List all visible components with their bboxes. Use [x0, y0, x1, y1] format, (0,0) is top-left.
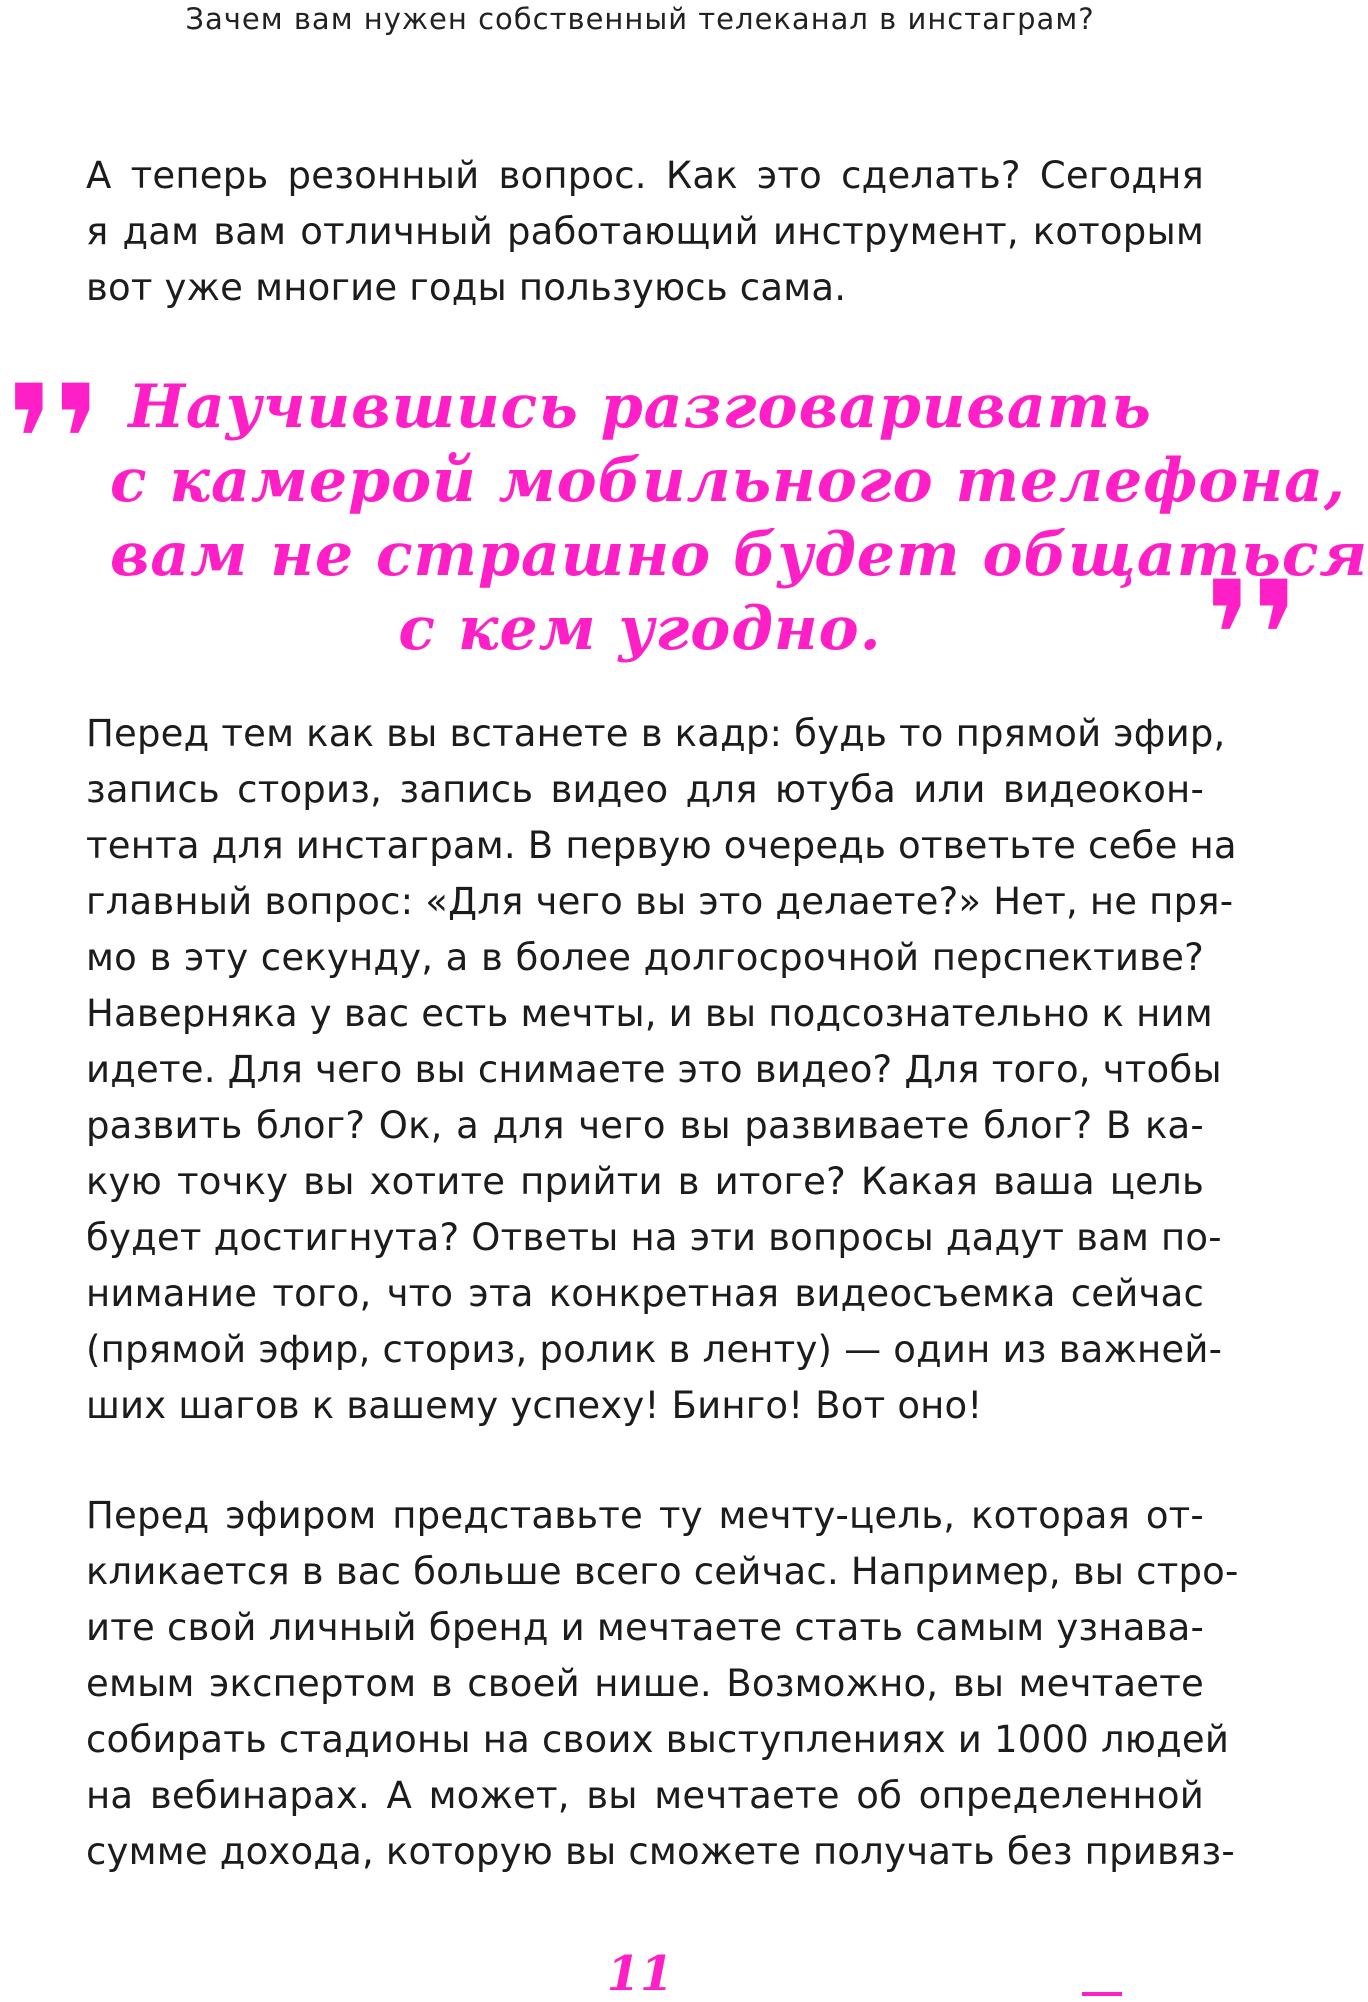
running-header: Зачем вам нужен собственный телеканал в инстаграм?: [185, 2, 1095, 36]
text-line: развить блог? Ок, а для чего вы развиваете блог? В ка-: [86, 1104, 1204, 1147]
text-line: сумме дохода, которую вы сможете получать без привяз-: [86, 1830, 1235, 1873]
text-line: А теперь резонный вопрос. Как это сделать? Сегодня: [86, 154, 1204, 197]
text-line: емым экспертом в своей нише. Возможно, вы мечтаете: [86, 1662, 1204, 1705]
text-line: кликается в вас больше всего сейчас. Например, вы стро-: [86, 1550, 1239, 1593]
text-line: Наверняка у вас есть мечты, и вы подсознательно к ним: [86, 992, 1213, 1035]
body-paragraph-1: [86, 706, 1237, 1434]
text-line: на вебинарах. А может, вы мечтаете об определенной: [86, 1774, 1204, 1817]
intro-paragraph: [86, 148, 1204, 316]
body-paragraph-2: [86, 1488, 1239, 1880]
text-line: ших шагов к вашему успеху! Бинго! Вот оно!: [86, 1384, 983, 1427]
text-line: Перед эфиром представьте ту мечту-цель, которая от-: [86, 1494, 1204, 1537]
page-number: 11: [606, 1946, 674, 2002]
quote-line: с кем угодно.: [398, 594, 882, 664]
quote-line: вам не страшно будет общаться: [110, 520, 1368, 590]
pull-quote: [110, 370, 1368, 666]
text-line: (прямой эфир, сториз, ролик в ленту) — один из важней-: [86, 1328, 1223, 1371]
text-line: нимание того, что эта конкретная видеосъемка сейчас: [86, 1272, 1204, 1315]
quote-line: Научившись разговаривать: [128, 372, 1152, 442]
text-line: запись сториз, запись видео для ютуба или видеокон-: [86, 768, 1204, 811]
text-line: я дам вам отличный работающий инструмент, которым: [86, 210, 1204, 253]
quote-line: с камерой мобильного телефона,: [110, 446, 1346, 516]
text-line: кую точку вы хотите прийти в итоге? Какая ваша цель: [86, 1160, 1204, 1203]
text-line: идете. Для чего вы снимаете это видео? Для того, чтобы: [86, 1048, 1222, 1091]
page-edge-marker: [1082, 1992, 1122, 1996]
text-line: тента для инстаграм. В первую очередь ответьте себе на: [86, 824, 1237, 867]
text-line: вот уже многие годы пользуюсь сама.: [86, 266, 847, 309]
text-line: главный вопрос: «Для чего вы это делаете?» Нет, не пря-: [86, 880, 1234, 923]
close-quote-icon: ❜❜: [1205, 550, 1299, 724]
text-line: собирать стадионы на своих выступлениях и 1000 людей: [86, 1718, 1230, 1761]
open-quote-icon: ❜❜: [7, 354, 101, 528]
text-line: Перед тем как вы встанете в кадр: будь то прямой эфир,: [86, 712, 1226, 755]
text-line: будет достигнута? Ответы на эти вопросы дадут вам по-: [86, 1216, 1222, 1259]
text-line: ите свой личный бренд и мечтаете стать самым узнава-: [86, 1606, 1204, 1649]
text-line: мо в эту секунду, а в более долгосрочной перспективе?: [86, 936, 1204, 979]
